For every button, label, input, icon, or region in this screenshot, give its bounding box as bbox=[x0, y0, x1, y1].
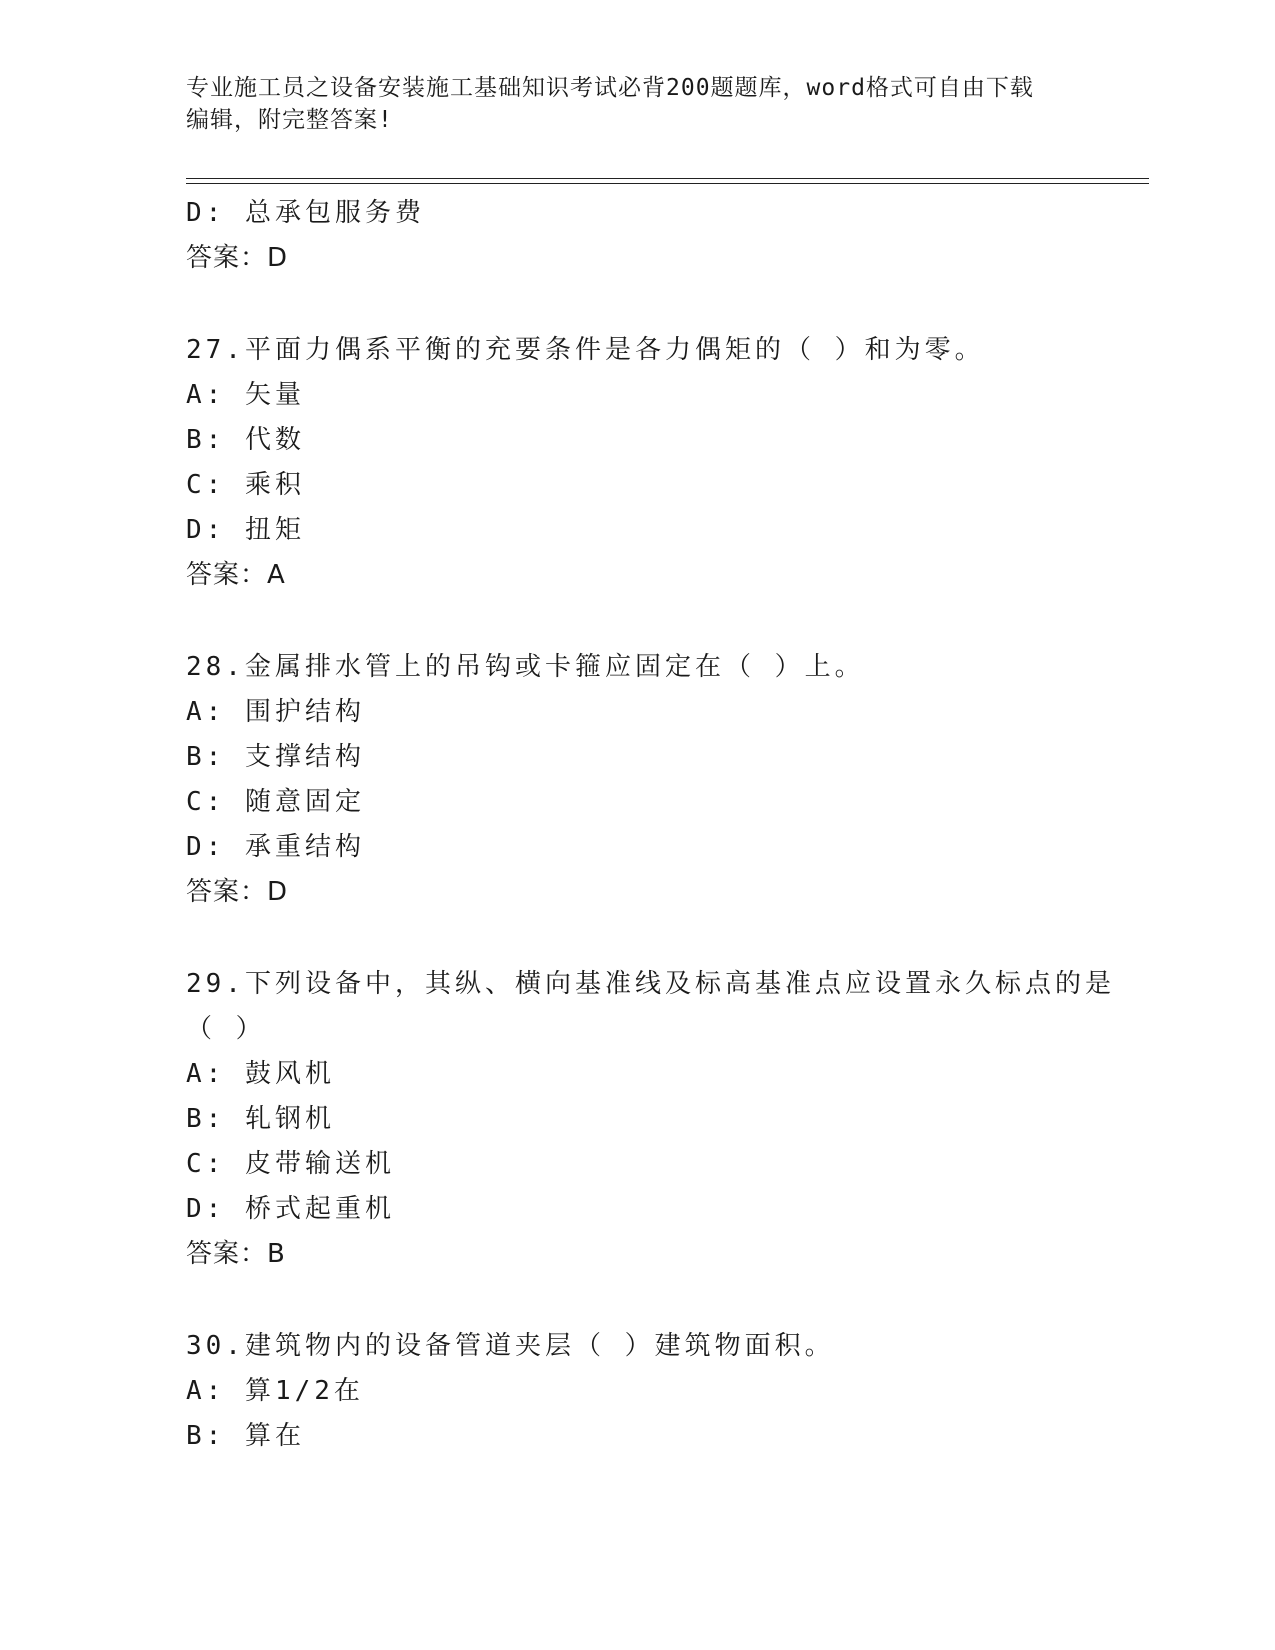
option-c: C: 随意固定 bbox=[186, 787, 365, 817]
question-28 bbox=[186, 645, 1086, 915]
option-b: B: 轧钢机 bbox=[186, 1104, 335, 1134]
option-b: B: 支撑结构 bbox=[186, 742, 365, 772]
answer-line: 答案：B bbox=[186, 1239, 286, 1269]
question-stem-continuation: （ ） bbox=[186, 1014, 266, 1044]
answer-line: 答案：D bbox=[186, 243, 289, 273]
header-line-2: 编辑，附完整答案! bbox=[186, 107, 393, 133]
option-d: D: 扭矩 bbox=[186, 515, 305, 545]
header-divider-top bbox=[186, 178, 1149, 179]
option-d: D: 桥式起重机 bbox=[186, 1194, 395, 1224]
header-divider-bottom bbox=[186, 183, 1149, 184]
option-c: C: 皮带输送机 bbox=[186, 1149, 395, 1179]
option-c: C: 乘积 bbox=[186, 470, 305, 500]
question-stem: 27.平面力偶系平衡的充要条件是各力偶矩的（ ）和为零。 bbox=[186, 335, 985, 365]
option-a: A: 围护结构 bbox=[186, 697, 365, 727]
answer-line: 答案：D bbox=[186, 877, 289, 907]
header-line-1: 专业施工员之设备安装施工基础知识考试必背200题题库，word格式可自由下载 bbox=[186, 75, 1034, 101]
question-30 bbox=[186, 1324, 1086, 1459]
option-a: A: 鼓风机 bbox=[186, 1059, 335, 1089]
document-header bbox=[186, 72, 1086, 136]
option-a: A: 矢量 bbox=[186, 380, 305, 410]
question-29 bbox=[186, 962, 1115, 1277]
question-stem: 28.金属排水管上的吊钩或卡箍应固定在（ ）上。 bbox=[186, 652, 865, 682]
question-stem: 30.建筑物内的设备管道夹层（ ）建筑物面积。 bbox=[186, 1331, 835, 1361]
option-d: D: 总承包服务费 bbox=[186, 198, 425, 228]
option-d: D: 承重结构 bbox=[186, 832, 365, 862]
option-a: A: 算1/2在 bbox=[186, 1376, 364, 1406]
option-b: B: 算在 bbox=[186, 1421, 305, 1451]
question-stem: 29.下列设备中，其纵、横向基准线及标高基准点应设置永久标点的是 bbox=[186, 969, 1115, 999]
option-b: B: 代数 bbox=[186, 425, 305, 455]
answer-line: 答案：A bbox=[186, 560, 286, 590]
question-27 bbox=[186, 328, 1086, 598]
question-content bbox=[186, 191, 1115, 1459]
